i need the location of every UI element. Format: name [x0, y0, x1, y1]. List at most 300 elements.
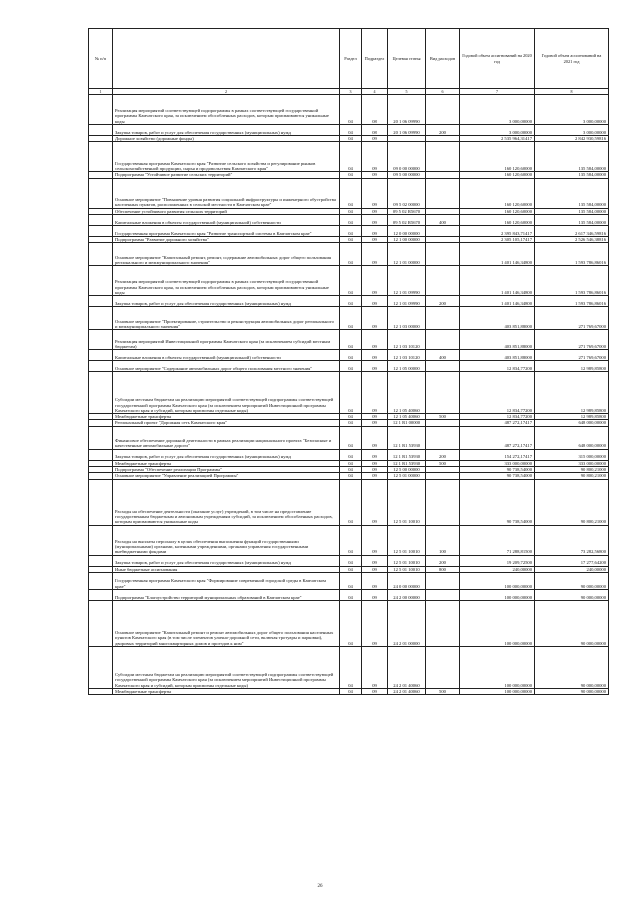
cell-csr: 12 5 00 00000: [388, 467, 426, 473]
table-row: [89, 566, 609, 572]
cell-podrazdel: 09: [362, 426, 388, 449]
cell-vr: 100: [426, 525, 460, 555]
cell-2020: 403 851,88000: [460, 330, 535, 350]
cell-razdel: 04: [340, 225, 362, 236]
cell-name: Реализация мероприятий соответствующей подпрограммы в рамках соответствующей государственной программы Камчатского края, за исключением обособленных расходов, которым присваиваются уникальные коды: [113, 95, 340, 125]
cell-2020: 100 000,00000: [460, 646, 535, 688]
cell-vr: [426, 95, 460, 125]
cell-vr: 800: [426, 566, 460, 572]
cell-razdel: 04: [340, 555, 362, 566]
cell-2020: 100 000,00000: [460, 589, 535, 600]
cell-2020: 487 272,17417: [460, 420, 535, 426]
cell-csr: 12 1 05 40060: [388, 372, 426, 414]
cell-razdel: 04: [340, 361, 362, 372]
table-row: [89, 136, 609, 142]
cell-2020: 100 000,00000: [460, 600, 535, 646]
cell-name: Закупка товаров, работ и услуг для обеспечения государственных (муниципальных) нужд: [113, 555, 340, 566]
cell-name: Основное мероприятие "Управление реализацией Программы": [113, 473, 340, 479]
cell-csr: 12 1 00 00000: [388, 236, 426, 242]
cell-vr: [426, 142, 460, 172]
cell-num: [89, 350, 113, 361]
header-2021: Годовой объем ассигнований на 2021 год: [535, 29, 609, 89]
cell-csr: 09 5 02 00000: [388, 178, 426, 208]
cell-csr: 12 1 R1 53930: [388, 449, 426, 460]
cell-2020: 487 272,17417: [460, 426, 535, 449]
column-number: 5: [388, 89, 426, 95]
cell-2020: 100 000,00000: [460, 688, 535, 694]
cell-razdel: 04: [340, 479, 362, 525]
cell-2021: 240,00000: [535, 566, 609, 572]
cell-num: [89, 525, 113, 555]
cell-2021: 90 800,21000: [535, 467, 609, 473]
table-row: [89, 467, 609, 473]
cell-csr: 24 2 01 40060: [388, 688, 426, 694]
cell-2020: 1 401 146,34800: [460, 296, 535, 307]
cell-podrazdel: 09: [362, 555, 388, 566]
cell-2020: 333 000,00000: [460, 460, 535, 466]
header-podrazdel: Подраздел: [362, 29, 388, 89]
cell-razdel: 04: [340, 296, 362, 307]
cell-csr: 09 0 00 00000: [388, 142, 426, 172]
cell-vr: [426, 307, 460, 330]
table-row: [89, 525, 609, 555]
cell-csr: 12 5 01 10010: [388, 566, 426, 572]
table-row: [89, 178, 609, 208]
cell-razdel: 04: [340, 350, 362, 361]
cell-csr: 12 1 03 00000: [388, 307, 426, 330]
cell-podrazdel: 09: [362, 208, 388, 214]
cell-razdel: 04: [340, 95, 362, 125]
cell-2021: 333 000,00000: [535, 460, 609, 466]
cell-razdel: 04: [340, 142, 362, 172]
cell-csr: 12 0 00 00000: [388, 225, 426, 236]
table-row: [89, 572, 609, 589]
table-row: [89, 142, 609, 172]
cell-name: Основное мероприятие "Содержание автомобильных дорог общего пользования местного значения": [113, 361, 340, 372]
cell-vr: 400: [426, 214, 460, 225]
cell-num: [89, 296, 113, 307]
cell-num: [89, 307, 113, 330]
cell-razdel: 04: [340, 136, 362, 142]
table-row: [89, 646, 609, 688]
cell-2021: 315 000,00000: [535, 449, 609, 460]
cell-csr: 12 1 R1 53930: [388, 426, 426, 449]
cell-razdel: 04: [340, 172, 362, 178]
cell-num: [89, 600, 113, 646]
cell-razdel: 04: [340, 330, 362, 350]
cell-2021: 1 593 786,86016: [535, 266, 609, 296]
cell-csr: 24 0 00 00000: [388, 572, 426, 589]
cell-podrazdel: 08: [362, 95, 388, 125]
cell-2021: 12 989,85800: [535, 372, 609, 414]
cell-razdel: 04: [340, 214, 362, 225]
cell-name: Дорожное хозяйство (дорожные фонды): [113, 136, 340, 142]
budget-table: [88, 28, 609, 695]
cell-2020: 12 834,77200: [460, 372, 535, 414]
cell-razdel: 04: [340, 266, 362, 296]
cell-vr: [426, 572, 460, 589]
cell-vr: [426, 372, 460, 414]
cell-podrazdel: 09: [362, 479, 388, 525]
cell-name: Закупка товаров, работ и услуг для обеспечения государственных (муниципальных) нужд: [113, 296, 340, 307]
cell-vr: 200: [426, 449, 460, 460]
header-row: [89, 29, 609, 89]
cell-name: Закупка товаров, работ и услуг для обеспечения государственных (муниципальных) нужд: [113, 125, 340, 136]
table-row: [89, 208, 609, 214]
cell-2021: 271 769,67000: [535, 330, 609, 350]
cell-csr: 24 2 01 00000: [388, 600, 426, 646]
cell-2020: 160 120,60000: [460, 208, 535, 214]
cell-num: [89, 266, 113, 296]
cell-podrazdel: 09: [362, 350, 388, 361]
cell-2020: 240,00000: [460, 566, 535, 572]
cell-csr: 12 1 05 40060: [388, 414, 426, 420]
column-number: 2: [113, 89, 340, 95]
cell-podrazdel: 09: [362, 361, 388, 372]
cell-2020: 100 000,00000: [460, 572, 535, 589]
table-row: [89, 479, 609, 525]
cell-razdel: 04: [340, 525, 362, 555]
cell-name: Региональный проект "Дорожная сеть Камчатского края": [113, 420, 340, 426]
cell-vr: [426, 266, 460, 296]
cell-csr: 12 5 01 10010: [388, 479, 426, 525]
cell-2021: 12 989,85800: [535, 361, 609, 372]
cell-razdel: 04: [340, 449, 362, 460]
cell-name: Обеспечение устойчивого развития сельских территорий: [113, 208, 340, 214]
cell-2020: 19 209,72500: [460, 555, 535, 566]
cell-podrazdel: 09: [362, 236, 388, 242]
cell-razdel: 04: [340, 566, 362, 572]
cell-razdel: 04: [340, 208, 362, 214]
cell-name: Закупка товаров, работ и услуг для обеспечения государственных (муниципальных) нужд: [113, 449, 340, 460]
cell-2021: 1 593 786,86016: [535, 243, 609, 266]
column-number: 8: [535, 89, 609, 95]
cell-name: Подпрограмма "Обеспечение реализации Программы": [113, 467, 340, 473]
cell-2021: 648 000,00000: [535, 420, 609, 426]
cell-razdel: 04: [340, 572, 362, 589]
cell-name: Межбюджетные трансферты: [113, 460, 340, 466]
cell-csr: 12 1 R1 53930: [388, 460, 426, 466]
cell-2021: 135 584,00000: [535, 172, 609, 178]
cell-2021: 17 277,64200: [535, 555, 609, 566]
cell-num: [89, 243, 113, 266]
cell-csr: 20 1 06 09990: [388, 95, 426, 125]
table-row: [89, 361, 609, 372]
column-number: 1: [89, 89, 113, 95]
cell-2020: 2 305 105,17417: [460, 236, 535, 242]
cell-csr: 12 1 01 00000: [388, 243, 426, 266]
cell-num: [89, 688, 113, 694]
cell-razdel: 04: [340, 236, 362, 242]
column-number: 4: [362, 89, 388, 95]
cell-podrazdel: 09: [362, 460, 388, 466]
table-row: [89, 372, 609, 414]
cell-csr: 09 5 02 R5670: [388, 214, 426, 225]
cell-podrazdel: 09: [362, 449, 388, 460]
table-row: [89, 236, 609, 242]
header-razdel: Раздел: [340, 29, 362, 89]
cell-podrazdel: 09: [362, 296, 388, 307]
cell-num: [89, 589, 113, 600]
cell-vr: [426, 600, 460, 646]
cell-razdel: 04: [340, 646, 362, 688]
cell-name: Государственная программа Камчатского края "Развитие транспортной системы в Камчатском крае": [113, 225, 340, 236]
cell-csr: 12 1 R1 00000: [388, 420, 426, 426]
cell-razdel: 04: [340, 372, 362, 414]
cell-podrazdel: 09: [362, 172, 388, 178]
cell-2020: 2 535 964,31417: [460, 136, 535, 142]
cell-2021: 2 842 930,59816: [535, 136, 609, 142]
cell-podrazdel: 09: [362, 572, 388, 589]
cell-podrazdel: 09: [362, 525, 388, 555]
cell-num: [89, 646, 113, 688]
cell-name: Реализация мероприятий Инвестиционной программы Камчатского края (за исключением субсидий местным бюджетам): [113, 330, 340, 350]
column-number: 7: [460, 89, 535, 95]
table-row: [89, 225, 609, 236]
cell-podrazdel: 09: [362, 178, 388, 208]
cell-podrazdel: 09: [362, 688, 388, 694]
cell-num: [89, 125, 113, 136]
cell-vr: 500: [426, 414, 460, 420]
cell-csr: 12 5 01 10010: [388, 525, 426, 555]
cell-name: Субсидии местным бюджетам на реализацию мероприятий соответствующей подпрограммы соответствующей государственной программы Камчатского края (за исключением мероприятий Инвестиционной программы Камчатского края и субсидий, которым присвоены отдельные коды): [113, 372, 340, 414]
cell-name: Государственная программа Камчатского края "Развитие сельского хозяйства и регулирование рынков сельскохозяйственной продукции, сырья и продовольствия Камчатского края": [113, 142, 340, 172]
cell-2021: 271 769,67000: [535, 307, 609, 330]
cell-podrazdel: 09: [362, 372, 388, 414]
cell-csr: 24 2 01 40060: [388, 646, 426, 688]
cell-2021: 3 000,00000: [535, 95, 609, 125]
cell-podrazdel: 09: [362, 266, 388, 296]
cell-2021: 73 282,56800: [535, 525, 609, 555]
cell-razdel: 04: [340, 460, 362, 466]
cell-2021: 90 000,00000: [535, 600, 609, 646]
cell-2021: 135 584,00000: [535, 214, 609, 225]
table-row: [89, 266, 609, 296]
cell-razdel: 04: [340, 688, 362, 694]
cell-podrazdel: 09: [362, 214, 388, 225]
cell-vr: [426, 361, 460, 372]
cell-2021: 135 584,00000: [535, 142, 609, 172]
cell-num: [89, 142, 113, 172]
cell-vr: 200: [426, 296, 460, 307]
cell-2021: 90 000,00000: [535, 589, 609, 600]
cell-csr: 12 1 03 10120: [388, 330, 426, 350]
cell-razdel: 04: [340, 243, 362, 266]
cell-num: [89, 214, 113, 225]
cell-2021: 1 593 786,86016: [535, 296, 609, 307]
table-row: [89, 460, 609, 466]
cell-razdel: 04: [340, 426, 362, 449]
table-row: [89, 688, 609, 694]
table-row: [89, 449, 609, 460]
cell-podrazdel: 09: [362, 330, 388, 350]
table-row: [89, 350, 609, 361]
table-row: [89, 95, 609, 125]
cell-razdel: 04: [340, 589, 362, 600]
cell-2020: 160 120,60000: [460, 142, 535, 172]
cell-razdel: 04: [340, 467, 362, 473]
cell-name: Основное мероприятие "Проектирование, строительство и реконструкция автомобильных дорог регионального и межмуниципального значения": [113, 307, 340, 330]
cell-name: Основное мероприятие "Капитальный ремонт, ремонт, содержание автомобильных дорог общего пользования регионального и межмуниципального значения": [113, 243, 340, 266]
cell-2020: 90 738,54000: [460, 479, 535, 525]
cell-2021: 90 000,00000: [535, 646, 609, 688]
cell-csr: 20 1 06 09990: [388, 125, 426, 136]
table-row: [89, 414, 609, 420]
cell-num: [89, 330, 113, 350]
cell-razdel: 04: [340, 600, 362, 646]
header-vr: Вид расходов: [426, 29, 460, 89]
document-page: [88, 28, 608, 695]
cell-vr: 400: [426, 350, 460, 361]
cell-2020: 3 000,00000: [460, 95, 535, 125]
cell-razdel: 04: [340, 414, 362, 420]
cell-csr: 09 5 02 R5670: [388, 208, 426, 214]
cell-2021: 2 617 346,59816: [535, 225, 609, 236]
cell-csr: 12 1 03 10120: [388, 350, 426, 361]
cell-num: [89, 178, 113, 208]
cell-2020: 160 120,60000: [460, 172, 535, 178]
cell-num: [89, 225, 113, 236]
cell-name: Подпрограмма "Развитие дорожного хозяйства": [113, 236, 340, 242]
cell-vr: [426, 243, 460, 266]
cell-2020: 12 834,77200: [460, 361, 535, 372]
cell-name: Реализация мероприятий соответствующей подпрограммы в рамках соответствующей государственной программы Камчатского края, за исключением обособленных расходов, которым присваиваются уникальные коды: [113, 266, 340, 296]
table-row: [89, 555, 609, 566]
cell-2021: 135 584,00000: [535, 208, 609, 214]
cell-csr: 12 5 01 10010: [388, 555, 426, 566]
cell-name: Капитальные вложения в объекты государственной (муниципальной) собственности: [113, 350, 340, 361]
cell-podrazdel: 08: [362, 125, 388, 136]
cell-name: Межбюджетные трансферты: [113, 688, 340, 694]
cell-2020: 1 401 146,34800: [460, 266, 535, 296]
cell-2020: 90 738,54000: [460, 467, 535, 473]
table-row: [89, 172, 609, 178]
cell-2021: 648 000,00000: [535, 426, 609, 449]
page-number: 26: [317, 884, 323, 889]
table-row: [89, 420, 609, 426]
cell-2020: 71 288,81500: [460, 525, 535, 555]
cell-csr: 12 1 01 09990: [388, 296, 426, 307]
cell-podrazdel: 09: [362, 243, 388, 266]
cell-2021: 12 989,85800: [535, 414, 609, 420]
cell-vr: [426, 178, 460, 208]
cell-podrazdel: 09: [362, 307, 388, 330]
cell-podrazdel: 09: [362, 646, 388, 688]
header-num: № п/п: [89, 29, 113, 89]
cell-vr: 500: [426, 688, 460, 694]
cell-podrazdel: 09: [362, 467, 388, 473]
cell-name: Основное мероприятие "Капитальный ремонт и ремонт автомобильных дорог общего пользования населенных пунктов Камчатского края (в том числе элементов улично-дорожной сети, включая тротуары и парковки), дворовых территорий многоквартирных домов и проездов к ним": [113, 600, 340, 646]
cell-razdel: 04: [340, 420, 362, 426]
cell-num: [89, 95, 113, 125]
cell-vr: [426, 646, 460, 688]
cell-2020: 403 851,88000: [460, 350, 535, 361]
cell-2021: 90 000,00000: [535, 688, 609, 694]
table-row: [89, 243, 609, 266]
cell-razdel: 04: [340, 307, 362, 330]
table-row: [89, 589, 609, 600]
cell-vr: [426, 426, 460, 449]
header-2020: Годовой объем ассигнований на 2020 год: [460, 29, 535, 89]
cell-vr: 200: [426, 555, 460, 566]
cell-podrazdel: 09: [362, 600, 388, 646]
cell-name: Капитальные вложения в объекты государственной (муниципальной) собственности: [113, 214, 340, 225]
cell-razdel: 04: [340, 473, 362, 479]
cell-2020: 12 834,77200: [460, 414, 535, 420]
cell-num: [89, 426, 113, 449]
cell-num: [89, 572, 113, 589]
table-row: [89, 307, 609, 330]
table-row: [89, 214, 609, 225]
cell-name: Финансовое обеспечение дорожной деятельности в рамках реализации национального проекта "Безопасные и качественные автомобильные дороги": [113, 426, 340, 449]
cell-csr: 12 1 01 09990: [388, 266, 426, 296]
cell-2020: 160 120,60000: [460, 178, 535, 208]
cell-csr: 12 5 01 00000: [388, 473, 426, 479]
column-number: 3: [340, 89, 362, 95]
cell-2020: 2 395 843,71417: [460, 225, 535, 236]
cell-csr: 24 2 00 00000: [388, 589, 426, 600]
cell-2020: 1 401 146,34800: [460, 243, 535, 266]
cell-2021: 90 800,21000: [535, 479, 609, 525]
cell-name: Межбюджетные трансферты: [113, 414, 340, 420]
table-row: [89, 473, 609, 479]
cell-podrazdel: 09: [362, 420, 388, 426]
cell-vr: 200: [426, 125, 460, 136]
column-number: 6: [426, 89, 460, 95]
table-row: [89, 296, 609, 307]
cell-name: Расходы на обеспечение деятельности (оказание услуг) учреждений, в том числе на предоставление государственным бюджетным и автономным учреждениям субсидий, за исключением обособленных расходов, которым присваиваются уникальные коды: [113, 479, 340, 525]
cell-razdel: 04: [340, 125, 362, 136]
cell-vr: [426, 225, 460, 236]
cell-2020: 90 738,54000: [460, 473, 535, 479]
cell-2020: 154 272,17417: [460, 449, 535, 460]
header-csr: Целевая статья: [388, 29, 426, 89]
cell-podrazdel: 09: [362, 225, 388, 236]
cell-name: Расходы на выплаты персоналу в целях обеспечения выполнения функций государственными (муниципальными) органами, казенными учреждениями, органами управления государственными внебюджетными фондами: [113, 525, 340, 555]
table-row: [89, 330, 609, 350]
cell-vr: [426, 589, 460, 600]
cell-2020: 160 120,60000: [460, 214, 535, 225]
header-name: [113, 29, 340, 89]
cell-2020: 3 000,00000: [460, 125, 535, 136]
cell-vr: 500: [426, 460, 460, 466]
cell-podrazdel: 09: [362, 136, 388, 142]
cell-name: Иные бюджетные ассигнования: [113, 566, 340, 572]
cell-podrazdel: 09: [362, 566, 388, 572]
cell-2021: 3 000,00000: [535, 125, 609, 136]
cell-num: [89, 555, 113, 566]
cell-num: [89, 479, 113, 525]
cell-name: Подпрограмма "Устойчивое развитие сельских территорий": [113, 172, 340, 178]
cell-num: [89, 449, 113, 460]
cell-razdel: 04: [340, 178, 362, 208]
cell-2021: 2 526 546,38816: [535, 236, 609, 242]
cell-vr: [426, 479, 460, 525]
cell-2021: 135 584,00000: [535, 178, 609, 208]
cell-podrazdel: 09: [362, 142, 388, 172]
cell-num: [89, 361, 113, 372]
table-row: [89, 600, 609, 646]
table-row: [89, 125, 609, 136]
cell-name: Государственная программа Камчатского края "Формирование современной городской среды в Камчатском крае": [113, 572, 340, 589]
cell-name: Подпрограмма "Благоустройство территорий муниципальных образований в Камчатском крае": [113, 589, 340, 600]
cell-2021: 90 000,00000: [535, 572, 609, 589]
cell-2020: 403 851,88000: [460, 307, 535, 330]
cell-name: Субсидии местным бюджетам на реализацию мероприятий соответствующей подпрограммы соответствующей государственной программы Камчатского края (за исключением мероприятий Инвестиционной программы Камчатского края и субсидий, которым присвоены отдельные коды): [113, 646, 340, 688]
cell-podrazdel: 09: [362, 473, 388, 479]
cell-csr: 12 1 05 00000: [388, 361, 426, 372]
cell-num: [89, 372, 113, 414]
